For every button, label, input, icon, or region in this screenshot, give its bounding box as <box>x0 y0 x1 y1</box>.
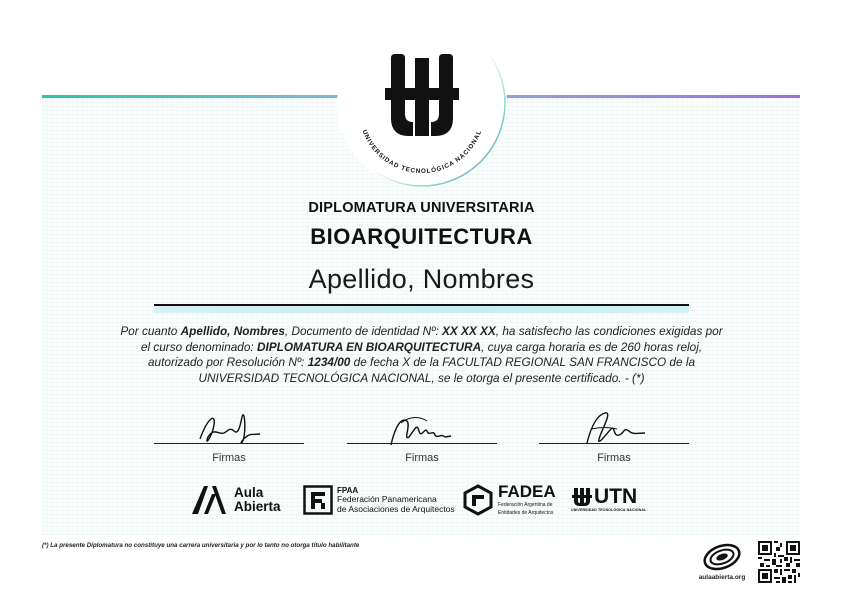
recipient-name: Apellido, Nombres <box>308 264 535 294</box>
signature-caption: Firmas <box>212 452 246 464</box>
handwritten-signature-icon <box>579 407 649 451</box>
footnote: (*) La presente Diplomatura no constituye una carrera universitaria y por lo tanto no otorga título habilitante <box>42 542 360 549</box>
signature-line <box>154 443 304 444</box>
statement-text: de fecha X de la FACULTAD REGIONAL SAN FRANCISCO de la UNIVERSIDAD TECNOLÓGICA NACIONAL, se le otorga el presente certificado. - (*) <box>198 355 696 385</box>
qr-code-icon <box>758 541 800 583</box>
fpaa-line-1: Federación Panamericana <box>337 494 437 505</box>
fadea-icon <box>462 484 494 516</box>
statement-text: , Documento de identidad Nº: <box>284 324 442 338</box>
fpaa-logo <box>303 482 455 518</box>
statement-text: , ha satisfecho las condiciones exigidas por el curso denominado: <box>140 324 723 354</box>
statement-resolution: 1234/00 <box>307 355 351 369</box>
signature-line <box>539 443 689 444</box>
fpaa-icon <box>303 485 333 515</box>
aula-line-1: Aula <box>234 485 264 500</box>
aula-abierta-mark <box>700 540 744 584</box>
signature-block-1 <box>154 405 304 467</box>
utn-seal <box>337 18 507 188</box>
seal-arc-text: UNIVERSIDAD TECNOLÓGICA NACIONAL <box>360 128 484 176</box>
aula-line-2: Abierta <box>234 499 281 514</box>
fadea-logo <box>462 482 556 518</box>
fadea-line-1: Federación Argentina de <box>498 502 553 508</box>
handwritten-signature-icon <box>387 407 457 451</box>
aula-swirl-icon <box>700 540 744 574</box>
program-type: DIPLOMATURA UNIVERSITARIA <box>308 200 535 216</box>
signature-block-3 <box>539 405 689 467</box>
fpaa-line-2: de Asociaciones de Arquitectos <box>337 503 455 514</box>
aula-abierta-icon <box>190 484 230 516</box>
fadea-abbr: FADEA <box>498 482 556 501</box>
signature-caption: Firmas <box>405 452 439 464</box>
utn-small-emblem-icon <box>571 487 593 507</box>
statement-text: Por cuanto <box>120 324 181 338</box>
program-name: BIOARQUITECTURA <box>310 224 533 249</box>
recipient-underline-highlight <box>154 306 689 313</box>
statement-document: XX XX XX <box>442 324 496 338</box>
aula-abierta-logo <box>190 482 281 518</box>
statement-text: , cuya carga horaria es de 260 horas reloj, autorizado por Resolución Nº: <box>147 339 703 369</box>
statement-course: DIPLOMATURA EN BIOARQUITECTURA <box>256 339 482 354</box>
fpaa-abbr: FPAA <box>337 485 359 495</box>
statement-name: Apellido, Nombres <box>180 324 285 338</box>
handwritten-signature-icon <box>194 407 264 451</box>
utn-emblem-icon <box>337 18 507 188</box>
aula-url: aulaabierta.org <box>698 574 746 581</box>
utn-subtitle: UNIVERSIDAD TECNOLÓGICA NACIONAL <box>571 508 647 512</box>
utn-abbr: UTN <box>594 485 638 508</box>
fadea-line-2: Entidades de Arquitectos <box>498 510 554 516</box>
signature-block-2 <box>347 405 497 467</box>
signature-caption: Firmas <box>597 452 631 464</box>
certificate-statement <box>115 324 728 386</box>
signature-line <box>347 443 497 444</box>
utn-logo <box>571 482 646 518</box>
